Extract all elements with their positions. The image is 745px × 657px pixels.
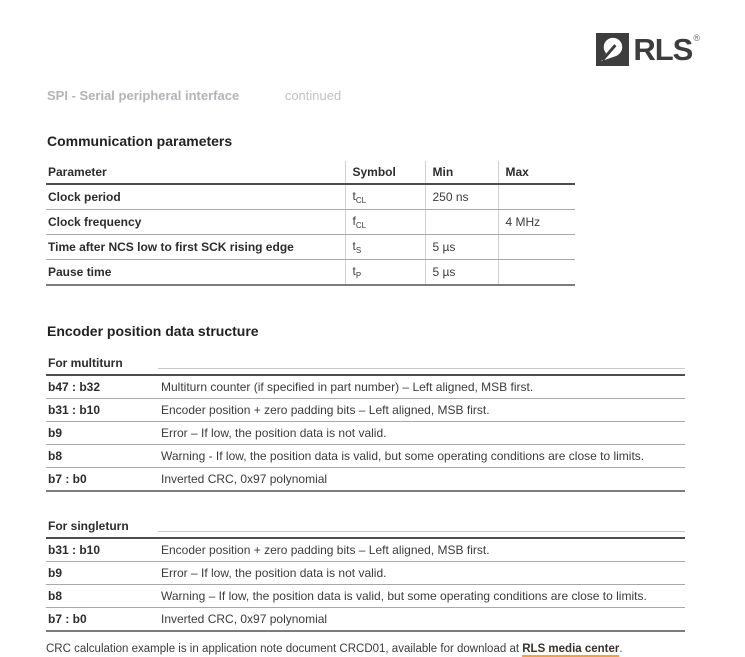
encoder-data-structure-heading: Encoder position data structure [47, 323, 259, 339]
bit-description-cell: Error – If low, the position data is not valid. [158, 562, 685, 585]
min-cell: 5 µs [425, 260, 498, 286]
bit-range-cell: b9 [46, 422, 158, 445]
bit-description-cell: Inverted CRC, 0x97 polynomial [158, 468, 685, 492]
bit-description-cell: Multiturn counter (if specified in part number) – Left aligned, MSB first. [158, 375, 685, 399]
comm-table-header-row [46, 161, 575, 184]
bit-description-cell: Encoder position + zero padding bits – Left aligned, MSB first. [158, 399, 685, 422]
bit-range-cell: b9 [46, 562, 158, 585]
bit-description-cell: Warning – If low, the position data is valid, but some operating conditions are close to limits. [158, 585, 685, 608]
symbol-subscript: S [355, 246, 362, 255]
parameter-cell: Clock frequency [46, 210, 345, 235]
bits-table-header-row [46, 352, 685, 375]
bit-range-cell: b31 : b10 [46, 399, 158, 422]
bit-description-cell: Inverted CRC, 0x97 polynomial [158, 608, 685, 632]
rls-logo-mark [596, 33, 629, 66]
max-cell: 4 MHz [498, 210, 575, 235]
rls-logo [596, 33, 700, 67]
communication-parameters-table [46, 161, 575, 286]
bits-table-row [46, 538, 685, 562]
bit-description-cell: Error – If low, the position data is not valid. [158, 422, 685, 445]
symbol-base: f [352, 214, 356, 228]
doc-title-row [47, 88, 745, 103]
footnote-text-after: . [619, 643, 623, 655]
bits-table-row [46, 375, 685, 399]
encoder-tables-container [0, 352, 745, 632]
comm-col-min: Min [425, 161, 498, 184]
symbol-subscript: CL [355, 221, 367, 230]
max-cell [498, 260, 575, 286]
comm-col-symbol: Symbol [345, 161, 425, 184]
brand-name: RLS [633, 32, 693, 67]
bits-table-row [46, 468, 685, 492]
symbol-cell [345, 235, 425, 260]
symbol-cell [345, 184, 425, 210]
bit-range-cell: b8 [46, 585, 158, 608]
bit-range-cell: b31 : b10 [46, 538, 158, 562]
bits-table-row [46, 608, 685, 632]
bits-table-row [46, 399, 685, 422]
page-top-bar [0, 0, 745, 67]
bits-table-header-spacer [158, 352, 685, 375]
rls-media-center-link[interactable]: RLS media center [522, 643, 620, 655]
comm-table-row [46, 184, 575, 210]
bit-range-cell: b7 : b0 [46, 608, 158, 632]
bits-table-title: For multiturn [46, 352, 158, 375]
symbol-cell [345, 210, 425, 235]
bit-range-cell: b7 : b0 [46, 468, 158, 492]
bits-table-row [46, 562, 685, 585]
bits-table-header-row [46, 515, 685, 538]
bits-table-row [46, 445, 685, 468]
bit-description-cell: Encoder position + zero padding bits – Left aligned, MSB first. [158, 538, 685, 562]
symbol-base: t [352, 189, 356, 203]
crc-footnote [46, 643, 745, 655]
registered-mark: ® [693, 33, 700, 43]
doc-title: SPI - Serial peripheral interface [47, 88, 240, 103]
symbol-subscript: P [355, 271, 362, 280]
communication-parameters-heading: Communication parameters [47, 133, 233, 149]
parameter-cell: Time after NCS low to first SCK rising edge [46, 235, 345, 260]
comm-col-parameter: Parameter [46, 161, 345, 184]
bits-table-row [46, 422, 685, 445]
comm-table-row [46, 235, 575, 260]
bits-table-header-spacer [158, 515, 685, 538]
min-cell [425, 210, 498, 235]
bits-table-title: For singleturn [46, 515, 158, 538]
parameter-cell: Clock period [46, 184, 345, 210]
comm-table-row [46, 210, 575, 235]
symbol-cell [345, 260, 425, 286]
bit-range-cell: b47 : b32 [46, 375, 158, 399]
max-cell [498, 235, 575, 260]
min-cell: 5 µs [425, 235, 498, 260]
bit-description-cell: Warning - If low, the position data is valid, but some operating conditions are close to limits. [158, 445, 685, 468]
max-cell [498, 184, 575, 210]
symbol-base: t [352, 264, 356, 278]
bits-table-row [46, 585, 685, 608]
encoder-table-for-multiturn [46, 352, 685, 492]
comm-col-max: Max [498, 161, 575, 184]
footnote-text-before: CRC calculation example is in application note document CRCD01, available for download at [46, 643, 523, 655]
symbol-subscript: CL [355, 196, 367, 205]
symbol-base: t [352, 239, 356, 253]
bit-range-cell: b8 [46, 445, 158, 468]
parameter-cell: Pause time [46, 260, 345, 286]
doc-continued-label: continued [284, 88, 342, 103]
min-cell: 250 ns [425, 184, 498, 210]
encoder-table-for-singleturn [46, 515, 685, 632]
comm-table-row [46, 260, 575, 286]
